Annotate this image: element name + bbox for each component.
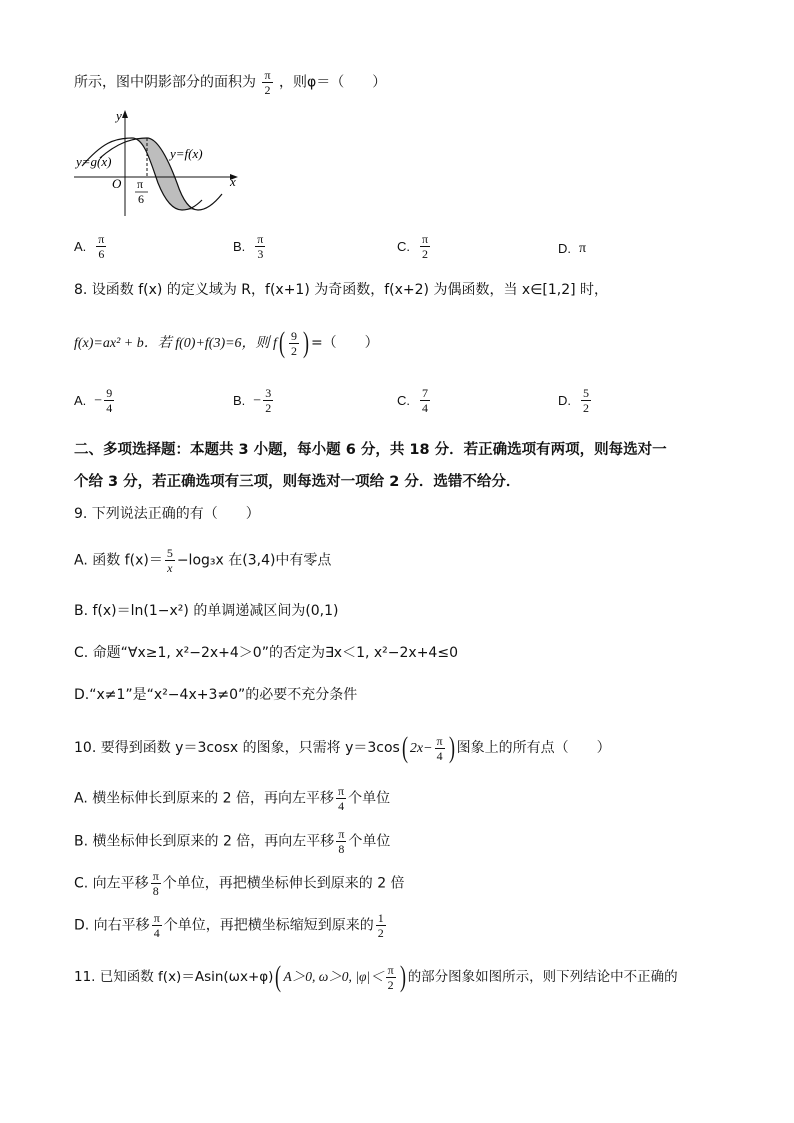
q7-stem-pre: 所示，图中阴影部分的面积为 xyxy=(74,74,256,91)
q8-line1: 8. 设函数 f(x) 的定义域为 R，f(x+1) 为奇函数，f(x+2) 为偶函数，当 x∈[1,2] 时， xyxy=(74,282,609,298)
q8-option-d[interactable]: D. $\frac{5}{2}$ xyxy=(558,386,589,415)
label-g: y=g(x) xyxy=(76,154,112,169)
q8-line2: f(x)=ax² + b．若 f(0)+f(3)=6，则 f( $\frac{9}{2}$ ) =（ ） xyxy=(74,326,379,359)
section2-line1: 二、多项选择题：本题共 3 小题，每小题 6 分，共 18 分．若正确选项有两项，则每选对一 xyxy=(74,442,667,458)
q8-option-b[interactable]: B. − $\frac{3}{2}$ xyxy=(233,386,272,415)
q9-option-a[interactable]: A. 函数 f(x)＝ $\frac{5}{x}$ −log₃x 在(3,4)中有零点 xyxy=(74,546,332,575)
q7-area-fraction: $\frac{\pi}{2}$ xyxy=(264,68,271,97)
q7-option-d[interactable]: D. π xyxy=(558,240,587,256)
q9-option-c[interactable]: C. 命题“∀x≥1, x²−2x+4＞0”的否定为∃x＜1, x²−2x+4≤0 xyxy=(74,645,458,661)
q8-option-c[interactable]: C. $\frac{7}{4}$ xyxy=(397,386,428,415)
tick-num: π xyxy=(137,177,144,191)
q7-option-a[interactable]: A. $\frac{\pi}{6}$ xyxy=(74,232,105,261)
q10-option-c[interactable]: C. 向左平移 $\frac{\pi}{8}$ 个单位，再把横坐标伸长到原来的 2 倍 xyxy=(74,869,405,898)
q7-stem xyxy=(74,68,386,97)
q11-stem: 11. 已知函数 f(x)＝Asin(ωx+φ)( A＞0, ω＞0, |φ|＜ $\frac{\pi}{2}$ ) 的部分图象如图所示，则下列结论中不正确的 xyxy=(74,960,678,993)
q8-option-a[interactable]: A. − $\frac{9}{4}$ xyxy=(74,386,113,415)
q7-option-c[interactable]: C. $\frac{\pi}{2}$ xyxy=(397,232,429,261)
q7-stem-post: ，则φ＝（ ） xyxy=(278,74,387,91)
q10-option-d[interactable]: D. 向右平移 $\frac{\pi}{4}$ 个单位，再把横坐标缩短到原来的 $\frac{1}{2}$ xyxy=(74,911,384,940)
q9-option-d[interactable]: D.“x≠1”是“x²−4x+3≠0”的必要不充分条件 xyxy=(74,687,358,703)
y-axis-arrow xyxy=(122,110,128,118)
q7-graph xyxy=(72,108,252,220)
tick-den: 6 xyxy=(138,192,144,206)
label-x: x xyxy=(230,174,236,189)
label-origin: O xyxy=(112,176,122,191)
q9-stem: 9. 下列说法正确的有（ ） xyxy=(74,506,260,522)
section2-line2: 个给 3 分，若正确选项有三项，则每选对一项给 2 分．选错不给分． xyxy=(74,474,521,490)
q10-option-b[interactable]: B. 横坐标伸长到原来的 2 倍，再向左平移 $\frac{\pi}{8}$ 个单位 xyxy=(74,827,391,856)
q10-stem: 10. 要得到函数 y＝3cosx 的图象，只需将 y＝3cos( 2x− $\frac{\pi}{4}$ ) 图象上的所有点（ ） xyxy=(74,731,611,764)
label-y: y xyxy=(116,108,122,123)
q7-option-b[interactable]: B. $\frac{\pi}{3}$ xyxy=(233,232,264,261)
q10-option-a[interactable]: A. 横坐标伸长到原来的 2 倍，再向左平移 $\frac{\pi}{4}$ 个单位 xyxy=(74,784,391,813)
label-f: y=f(x) xyxy=(170,146,203,161)
q9-option-b[interactable]: B. f(x)＝ln(1−x²) 的单调递减区间为(0,1) xyxy=(74,603,339,619)
